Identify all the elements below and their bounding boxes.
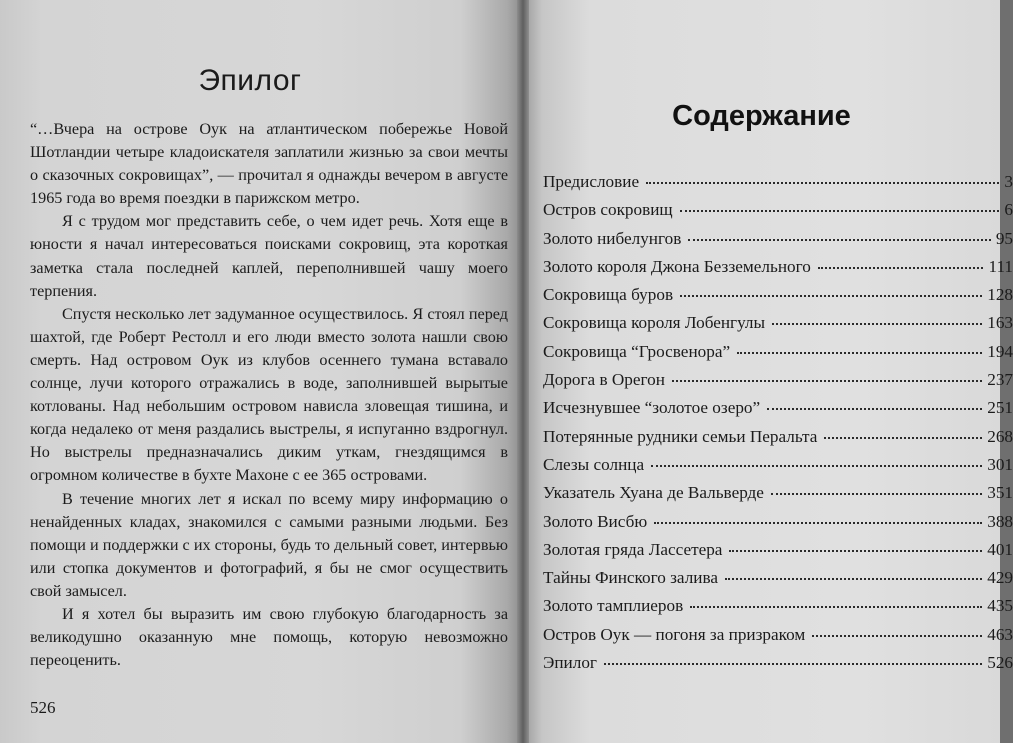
- paragraph: И я хотел бы выразить им свою глубокую благодарность за великодушно оказанную мне помощь, которую невозможно переоценить.: [30, 604, 508, 670]
- toc-entry-title: Тайны Финского залива: [543, 568, 718, 588]
- toc-dot-leader: [771, 489, 982, 495]
- toc-entry: [543, 483, 1013, 511]
- toc-entry: [543, 512, 1013, 540]
- toc-entry-page: 388: [987, 511, 1013, 531]
- toc-dot-leader: [729, 546, 982, 552]
- toc-entry: [543, 568, 1013, 596]
- toc-entry-page: 429: [987, 568, 1013, 588]
- toc-entry-title: Дорога в Орегон: [543, 370, 665, 390]
- toc-entry-page: 268: [987, 426, 1013, 446]
- toc-entry-title: Сокровища короля Лобенгулы: [543, 313, 766, 333]
- toc-entry-page: 237: [987, 370, 1013, 390]
- toc-dot-leader: [604, 659, 982, 665]
- toc-dot-leader: [690, 602, 982, 608]
- toc-entry: [543, 596, 1013, 624]
- toc-entry: [543, 625, 1013, 653]
- toc-entry-title: Остров сокровищ: [543, 200, 673, 220]
- toc-entry-title: Золото короля Джона Безземельного: [543, 256, 811, 276]
- toc-entry-page: 435: [987, 596, 1013, 616]
- toc-dot-leader: [772, 319, 982, 325]
- toc-title: Содержание: [672, 100, 851, 132]
- toc-dot-leader: [646, 178, 999, 184]
- toc-entry: [543, 455, 1013, 483]
- toc-entry-title: Остров Оук — погоня за призраком: [543, 624, 806, 644]
- toc-dot-leader: [680, 206, 1000, 212]
- toc-entry-page: 3: [1004, 172, 1013, 191]
- toc-entry-page: 163: [987, 313, 1013, 333]
- toc-entry-page: 128: [987, 285, 1013, 305]
- chapter-title: Эпилог: [198, 64, 302, 97]
- toc-entry-page: 301: [987, 454, 1013, 474]
- paragraph: Я с трудом мог представить себе, о чем идет речь. Хотя еще в юности я начал интересоваться поисками сокровищ, эта короткая заметка стала последней каплей, переполнившей чашу моего терпения.: [30, 212, 508, 300]
- toc-dot-leader: [767, 404, 982, 410]
- toc-entry: [543, 257, 1013, 285]
- toc-entry-page: 194: [987, 341, 1013, 361]
- toc-entry: [543, 200, 1013, 228]
- toc-entry-page: 351: [987, 483, 1013, 503]
- toc-entry-title: Золото нибелунгов: [543, 228, 682, 248]
- toc-entry-page: 95: [995, 228, 1013, 248]
- toc-entry: [543, 398, 1013, 426]
- table-of-contents: [543, 172, 1013, 681]
- toc-entry-title: Сокровища буров: [543, 285, 674, 305]
- toc-dot-leader: [654, 518, 982, 524]
- toc-entry-page: 251: [987, 398, 1013, 418]
- toc-entry: [543, 653, 1013, 681]
- toc-dot-leader: [672, 376, 982, 382]
- toc-entry: [543, 229, 1013, 257]
- toc-entry-title: Сокровища “Гросвенора”: [543, 341, 731, 361]
- epilogue-text: [30, 118, 508, 672]
- paragraph: Спустя несколько лет задуманное осуществилось. Я стоял перед шахтой, где Роберт Рестолл и его люди вместо золота нашли свою смерть. Над островом Оук из клубов осеннего тумана вставало солнце, лучи которого отражались в воде, заполнившей вырытые котлованы. Над небольшим островом нависла зловещая тишина, и когда недалеко от меня раздались выстрелы, я испуганно вздрогнул. Но выстрелы предназначались диким уткам, гнездящимся в огромном количестве в бухте Махоне с ее 365 островами.: [30, 304, 508, 485]
- toc-entry: [543, 285, 1013, 313]
- toc-entry-title: Потерянные рудники семьи Перальта: [543, 426, 818, 446]
- toc-entry: [543, 427, 1013, 455]
- page-number: 526: [30, 698, 56, 717]
- toc-entry: [543, 313, 1013, 341]
- toc-dot-leader: [688, 235, 990, 241]
- toc-dot-leader: [824, 433, 982, 439]
- toc-entry-title: Золото Висбю: [543, 511, 648, 531]
- toc-entry: [543, 342, 1013, 370]
- toc-entry-page: 6: [1004, 200, 1013, 220]
- toc-dot-leader: [651, 461, 982, 467]
- toc-entry: [543, 172, 1013, 200]
- toc-entry-title: Эпилог: [543, 653, 597, 673]
- toc-entry-title: Слезы солнца: [543, 454, 645, 474]
- toc-entry-title: Золото тамплиеров: [543, 596, 684, 616]
- toc-dot-leader: [725, 574, 982, 580]
- paragraph: “…Вчера на острове Оук на атлантическом побережье Новой Шотландии четыре кладоискателя заплатили жизнью за свои мечты о сказочных сокровищах”, — прочитал я однажды вечером в августе 1965 года во время поездки в парижском метро.: [30, 120, 508, 208]
- paragraph: В течение многих лет я искал по всему миру информацию о ненайденных кладах, знакомился с самыми разными людьми. Без помощи и поддержки с их стороны, будь то дельный совет, интервью или стопка документов и фотографий, я бы не смог осуществить свой замысел.: [30, 489, 508, 600]
- toc-entry-page: 111: [988, 256, 1013, 276]
- toc-entry: [543, 540, 1013, 568]
- toc-entry-page: 526: [987, 653, 1013, 673]
- toc-entry-title: Предисловие: [543, 172, 640, 191]
- toc-entry: [543, 370, 1013, 398]
- toc-dot-leader: [818, 263, 984, 269]
- toc-dot-leader: [680, 291, 982, 297]
- toc-entry-page: 463: [987, 624, 1013, 644]
- toc-entry-title: Золотая гряда Лассетера: [543, 539, 723, 559]
- toc-dot-leader: [812, 631, 982, 637]
- toc-entry-title: Исчезнувшее “золотое озеро”: [543, 398, 761, 418]
- toc-entry-page: 401: [987, 539, 1013, 559]
- toc-entry-title: Указатель Хуана де Вальверде: [543, 483, 764, 503]
- toc-dot-leader: [737, 348, 982, 354]
